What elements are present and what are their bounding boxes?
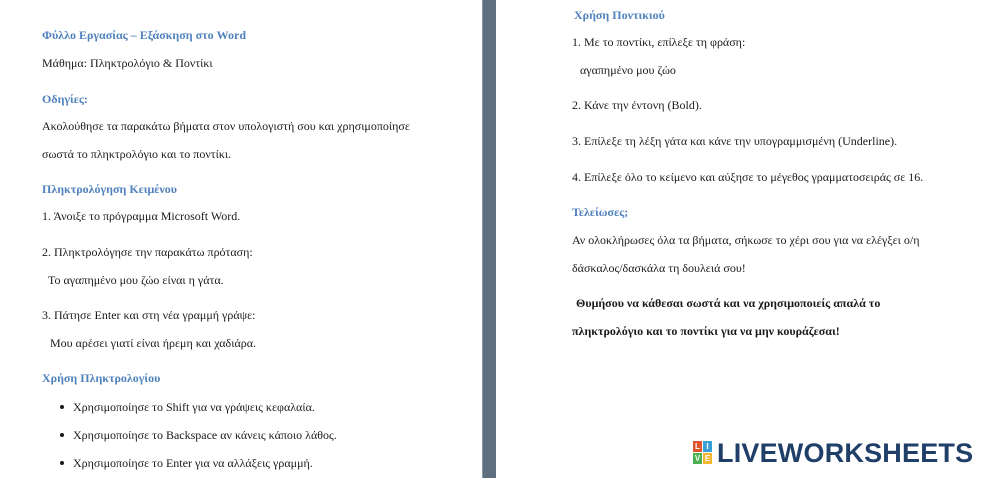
typing-heading: Πληκτρολόγηση Κειμένου [42, 182, 178, 196]
mouse-step-3: 3. Επίλεξε τη λέξη γάτα και κάνε την υπογραμμισμένη (Underline). [572, 134, 898, 148]
liveworksheets-mark-icon [693, 441, 713, 465]
bullet-icon [60, 461, 64, 465]
keyboard-bullet-3: Χρησιμοποίησε το Enter για να αλλάξεις γραμμή. [73, 456, 313, 470]
keyboard-heading: Χρήση Πληκτρολογίου [42, 371, 161, 385]
logo-text: LIVEWORKSHEETS [717, 437, 974, 468]
mouse-step-1-phrase: αγαπημένο μου ζώο [580, 63, 676, 77]
typing-step-3-sentence: Μου αρέσει γιατί είναι ήρεμη και χαδιάρα. [50, 336, 257, 350]
keyboard-bullet-2: Χρησιμοποίησε το Backspace αν κάνεις κάποιο λάθος. [73, 428, 337, 442]
instructions-heading: Οδηγίες: [42, 92, 88, 106]
typing-step-2-sentence: Το αγαπημένο μου ζώο είναι η γάτα. [48, 273, 224, 287]
mouse-heading: Χρήση Ποντικιού [574, 8, 665, 22]
instructions-line-2: σωστά το πληκτρολόγιο και το ποντίκι. [42, 147, 232, 161]
reminder-line-1: Θυμήσου να κάθεσαι σωστά και να χρησιμοποιείς απαλά το [576, 296, 881, 310]
keyboard-bullet-1: Χρησιμοποίησε το Shift για να γράψεις κεφαλαία. [73, 400, 315, 414]
done-line-1: Αν ολοκλήρωσες όλα τα βήματα, σήκωσε το χέρι σου για να ελέγξει ο/η [572, 233, 920, 247]
mark-letter: I [703, 441, 712, 452]
mark-letter: E [704, 454, 711, 463]
lesson-line: Μάθημα: Πληκτρολόγιο & Ποντίκι [42, 56, 213, 70]
bullet-icon [60, 405, 64, 409]
bullet-icon [60, 433, 64, 437]
typing-step-1: 1. Άνοιξε το πρόγραμμα Microsoft Word. [42, 209, 241, 223]
mouse-step-1: 1. Με το ποντίκι, επίλεξε τη φράση: [572, 35, 746, 49]
typing-step-3: 3. Πάτησε Enter και στη νέα γραμμή γράψε: [42, 308, 256, 322]
liveworksheets-logo [693, 438, 973, 468]
mark-letter: V [694, 454, 701, 463]
reminder-line-2: πληκτρολόγιο και το ποντίκι για να μην κουράζεσαι! [572, 324, 840, 338]
mark-letter: L [693, 441, 702, 452]
done-heading: Τελείωσες; [572, 205, 629, 219]
instructions-line-1: Ακολούθησε τα παρακάτω βήματα στον υπολογιστή σου και χρησιμοποίησε [42, 119, 410, 133]
right-page [496, 0, 1000, 478]
mouse-step-4: 4. Επίλεξε όλο το κείμενο και αύξησε το μέγεθος γραμματοσειράς σε 16. [572, 170, 924, 184]
page-divider [482, 0, 497, 478]
typing-step-2: 2. Πληκτρολόγησε την παρακάτω πρόταση: [42, 245, 253, 259]
mouse-step-2: 2. Κάνε την έντονη (Bold). [572, 98, 702, 112]
done-line-2: δάσκαλος/δασκάλα τη δουλειά σου! [572, 261, 746, 275]
left-page [0, 0, 482, 478]
worksheet-title: Φύλλο Εργασίας – Εξάσκηση στο Word [42, 28, 246, 42]
